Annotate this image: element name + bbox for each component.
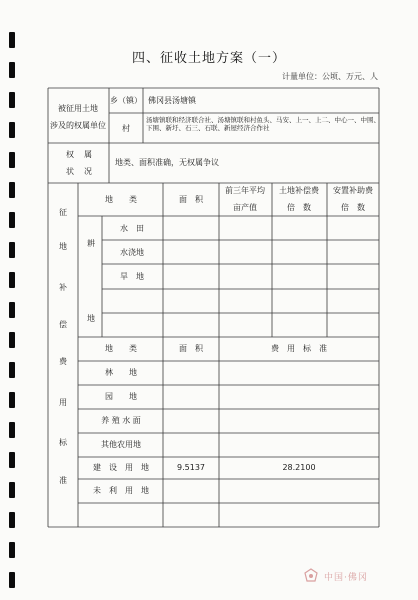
cultivated-char: 耕 <box>87 239 95 248</box>
other-row-area: 9.5137 <box>177 463 205 472</box>
other-row-name: 其他农用地 <box>101 440 141 449</box>
header2-area: 面 积 <box>179 344 203 353</box>
watermark-seal-icon <box>303 568 319 582</box>
header-resettle-line2: 倍 数 <box>341 203 365 212</box>
township-value: 佛冈县汤塘镇 <box>148 96 196 105</box>
header-avg-line1: 前三年平均 <box>225 186 265 195</box>
side-char: 征 <box>59 208 67 217</box>
side-char: 费 <box>59 357 67 366</box>
side-char: 用 <box>59 398 67 407</box>
unit-note: 计量单位：公顷、万元、人 <box>282 72 378 81</box>
ownership-char: 权 <box>66 150 84 159</box>
page-title: 四、征收土地方案（一） <box>131 51 286 66</box>
other-row-name: 园 地 <box>105 392 137 401</box>
header2-standard: 费 用 标 准 <box>271 344 327 353</box>
side-char: 标 <box>59 438 67 447</box>
ownership-char: 状 <box>66 167 84 176</box>
other-row-name: 未 利 用 地 <box>93 486 149 495</box>
other-row-name: 林 地 <box>105 368 137 377</box>
binding-holes <box>9 0 17 600</box>
header-area: 面 积 <box>179 195 203 204</box>
owner-label-line1: 被征用土地 <box>58 104 98 113</box>
owner-label-line2: 涉及的权属单位 <box>50 121 106 130</box>
ownership-char: 况 <box>84 167 102 176</box>
cultivated-row-name: 旱 地 <box>120 272 144 281</box>
watermark-text: 中国·佛冈 <box>324 573 368 583</box>
village-value: 汤塘镇联和经济联合社、汤塘镇联和村鱼头、马安、上一、上二、中心一、中围、下围、新圩、石三、石联、新屋经济合作社 <box>146 116 380 132</box>
header-resettle-line1: 安置补助费 <box>333 186 373 195</box>
township-label: 乡（镇） <box>110 96 142 105</box>
other-row-name: 建 设 用 地 <box>93 463 149 472</box>
header-land-comp-line1: 土地补偿费 <box>279 186 319 195</box>
other-row-standard: 28.2100 <box>282 463 316 472</box>
cultivated-char: 地 <box>87 314 95 323</box>
other-row-name: 养 殖 水 面 <box>101 416 141 425</box>
header-land-comp-line2: 倍 数 <box>287 203 311 212</box>
ownership-char: 属 <box>84 150 102 159</box>
ownership-label-line1 <box>66 150 102 160</box>
side-char: 补 <box>59 283 67 292</box>
header-avg-line2: 亩产值 <box>233 203 257 212</box>
cultivated-row-name: 水浇地 <box>120 248 144 257</box>
ownership-value: 地类、面积准确，无权属争议 <box>115 158 219 167</box>
village-label: 村 <box>122 124 130 133</box>
header-land-type: 地 类 <box>105 195 137 204</box>
cultivated-row-name: 水 田 <box>120 224 144 233</box>
side-char: 偿 <box>59 320 67 329</box>
side-char: 地 <box>59 242 67 251</box>
ownership-label-line2 <box>66 167 102 177</box>
header2-land-type: 地 类 <box>105 344 137 353</box>
side-char: 准 <box>59 476 67 485</box>
